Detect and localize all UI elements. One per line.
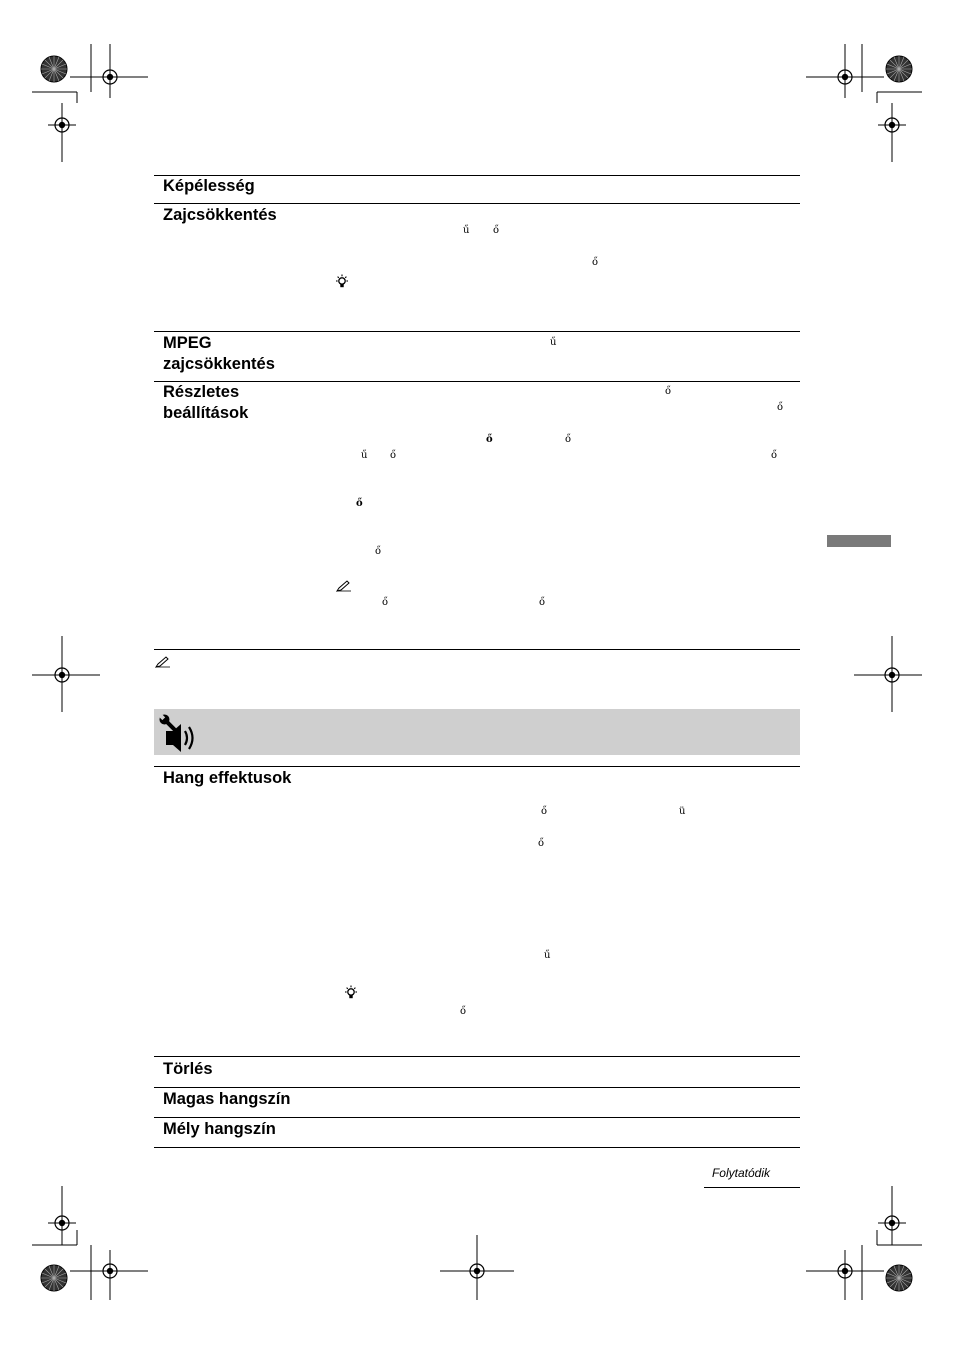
term-reset: Törlés xyxy=(163,1060,213,1078)
table-rule xyxy=(154,766,800,767)
section-tab-marker xyxy=(827,535,891,547)
glyph: ő xyxy=(375,546,382,557)
term-advanced-settings-line1: Részletes xyxy=(163,383,240,401)
term-sound-effects: Hang effektusok xyxy=(163,769,292,787)
term-noise-reduction: Zajcsökkentés xyxy=(163,206,277,224)
glyph: ő xyxy=(538,838,545,849)
table-rule xyxy=(154,1056,800,1057)
lightbulb-icon xyxy=(344,985,358,1001)
continued-rule xyxy=(704,1187,800,1188)
glyph: ő xyxy=(539,597,546,608)
glyph: ő xyxy=(486,434,493,445)
term-mpeg-noise-reduction-line1: MPEG xyxy=(163,334,212,352)
glyph: ű xyxy=(550,337,557,348)
term-sharpness: Képélesség xyxy=(163,177,255,195)
glyph: ü xyxy=(679,806,686,817)
glyph: ű xyxy=(361,450,368,461)
table-rule xyxy=(154,1117,800,1118)
term-advanced-settings-line2: beállítások xyxy=(163,404,249,422)
table-rule xyxy=(154,381,800,382)
glyph: ő xyxy=(493,225,500,236)
sound-menu-header-band xyxy=(154,709,800,755)
table-rule xyxy=(154,1147,800,1148)
glyph: ő xyxy=(356,498,363,509)
term-mpeg-noise-reduction-line2: zajcsökkentés xyxy=(163,355,275,373)
continued-label: Folytatódik xyxy=(711,1166,770,1180)
lightbulb-icon xyxy=(335,274,349,290)
glyph: ő xyxy=(771,450,778,461)
table-rule xyxy=(154,331,800,332)
glyph: ű xyxy=(463,225,470,236)
glyph: ő xyxy=(565,434,572,445)
glyph: ő xyxy=(777,402,784,413)
pencil-note-icon xyxy=(155,656,171,668)
glyph: ő xyxy=(460,1006,467,1017)
table-rule xyxy=(154,649,800,650)
table-rule xyxy=(154,203,800,204)
term-treble: Magas hangszín xyxy=(163,1090,291,1108)
glyph: ű xyxy=(544,950,551,961)
pencil-note-icon xyxy=(336,580,352,592)
glyph: ő xyxy=(665,386,672,397)
wrench-speaker-icon xyxy=(156,711,202,753)
glyph: ő xyxy=(390,450,397,461)
glyph: ő xyxy=(592,257,599,268)
glyph: ő xyxy=(541,806,548,817)
term-bass: Mély hangszín xyxy=(163,1120,276,1138)
table-rule xyxy=(154,1087,800,1088)
glyph: ő xyxy=(382,597,389,608)
